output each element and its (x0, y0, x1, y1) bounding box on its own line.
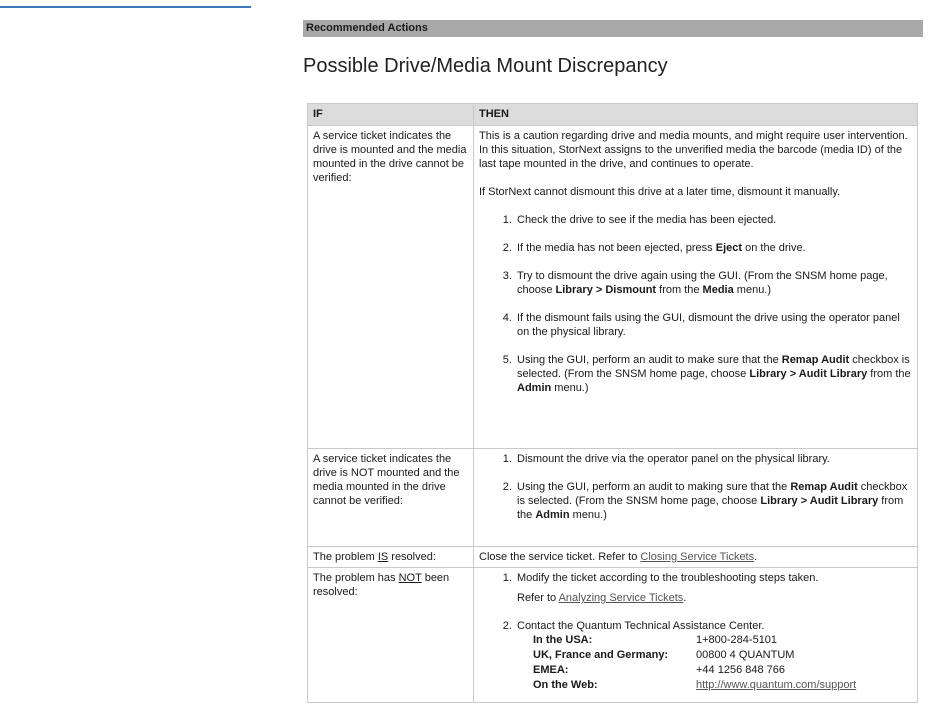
row4-condition: The problem has NOT been resolved: (308, 568, 474, 703)
contact-table (533, 633, 856, 693)
quantum-support-link[interactable]: http://www.quantum.com/support (696, 679, 857, 691)
row2-condition: A service ticket indicates the drive is NOT mounted and the media mounted in the drive cannot be verified: (308, 449, 474, 547)
row1-condition: A service ticket indicates the drive is mounted and the media mounted in the drive cannot be verified: (308, 126, 474, 449)
refer-note: Refer to Analyzing Service Tickets. (517, 592, 687, 604)
row2-steps (479, 452, 912, 522)
column-header-if: IF (308, 104, 474, 126)
analyzing-service-tickets-link[interactable]: Analyzing Service Tickets (558, 592, 684, 604)
row4-action (474, 568, 918, 703)
contact-label: In the USA: (533, 634, 593, 646)
row2-action (474, 449, 918, 547)
top-rule (0, 6, 251, 8)
list-item: 1. Dismount the drive via the operator panel on the physical library. (515, 452, 912, 466)
contact-row (533, 633, 856, 648)
column-header-then: THEN (474, 104, 918, 126)
list-item: 2. If the media has not been ejected, press Eject on the drive. (515, 241, 912, 255)
contact-value (696, 678, 856, 693)
closing-service-tickets-link[interactable]: Closing Service Tickets (640, 551, 755, 563)
table-row (308, 449, 918, 547)
page-title: Possible Drive/Media Mount Discrepancy (303, 55, 668, 77)
table-header-row (308, 104, 918, 126)
list-item: 2. Using the GUI, perform an audit to making sure that the Remap Audit checkbox is selected. (From the SNSM home page, choose Library > Audit Library from the Admin menu.) (515, 480, 912, 522)
row1-steps (479, 213, 912, 395)
row3-condition: The problem IS resolved: (308, 547, 474, 568)
list-item: 1. Check the drive to see if the media has been ejected. (515, 213, 912, 227)
list-item: 4. If the dismount fails using the GUI, dismount the drive using the operator panel on the physical library. (515, 311, 912, 339)
contact-label: UK, France and Germany: (533, 649, 669, 661)
list-item: 3. Try to dismount the drive again using the GUI. (From the SNSM home page, choose Library > Dismount from the Media menu.) (515, 269, 912, 297)
list-item: 2. Contact the Quantum Technical Assistance Center. In the USA: 1+800-284-5101 UK, France and Germany: 00800 4 QUANTUM EMEA: +44 1256 848 766 On the Web: http://www.quantum.com/support (515, 619, 912, 693)
contact-label: EMEA: (533, 664, 569, 676)
contact-label: On the Web: (533, 679, 598, 691)
table-row (308, 568, 918, 703)
contact-value: 1+800-284-5101 (696, 634, 778, 646)
row1-action (474, 126, 918, 449)
list-item: 5. Using the GUI, perform an audit to make sure that the Remap Audit checkbox is selected. (From the SNSM home page, choose Library > Audit Library from the Admin menu.) (515, 353, 912, 395)
table-row (308, 547, 918, 568)
contact-row (533, 678, 856, 693)
contact-value: +44 1256 848 766 (696, 664, 786, 676)
row1-lead: If StorNext cannot dismount this drive at a later time, dismount it manually. (479, 186, 841, 198)
row3-action: Close the service ticket. Refer to Closing Service Tickets. (474, 547, 918, 568)
contact-row (533, 648, 856, 663)
actions-table (307, 103, 918, 703)
section-bar: Recommended Actions (303, 20, 923, 37)
row1-intro: This is a caution regarding drive and media mounts, and might require user intervention. In this situation, StorNext assigns to the unverified media the barcode (media ID) of the last tape mounted in the drive, and continues to operate. (479, 130, 908, 170)
contact-value: 00800 4 QUANTUM (696, 649, 795, 661)
list-item: 1. Modify the ticket according to the troubleshooting steps taken. Refer to Analyzing Service Tickets. (515, 571, 912, 605)
contact-row (533, 663, 856, 678)
table-row (308, 126, 918, 449)
row4-steps (479, 571, 912, 693)
